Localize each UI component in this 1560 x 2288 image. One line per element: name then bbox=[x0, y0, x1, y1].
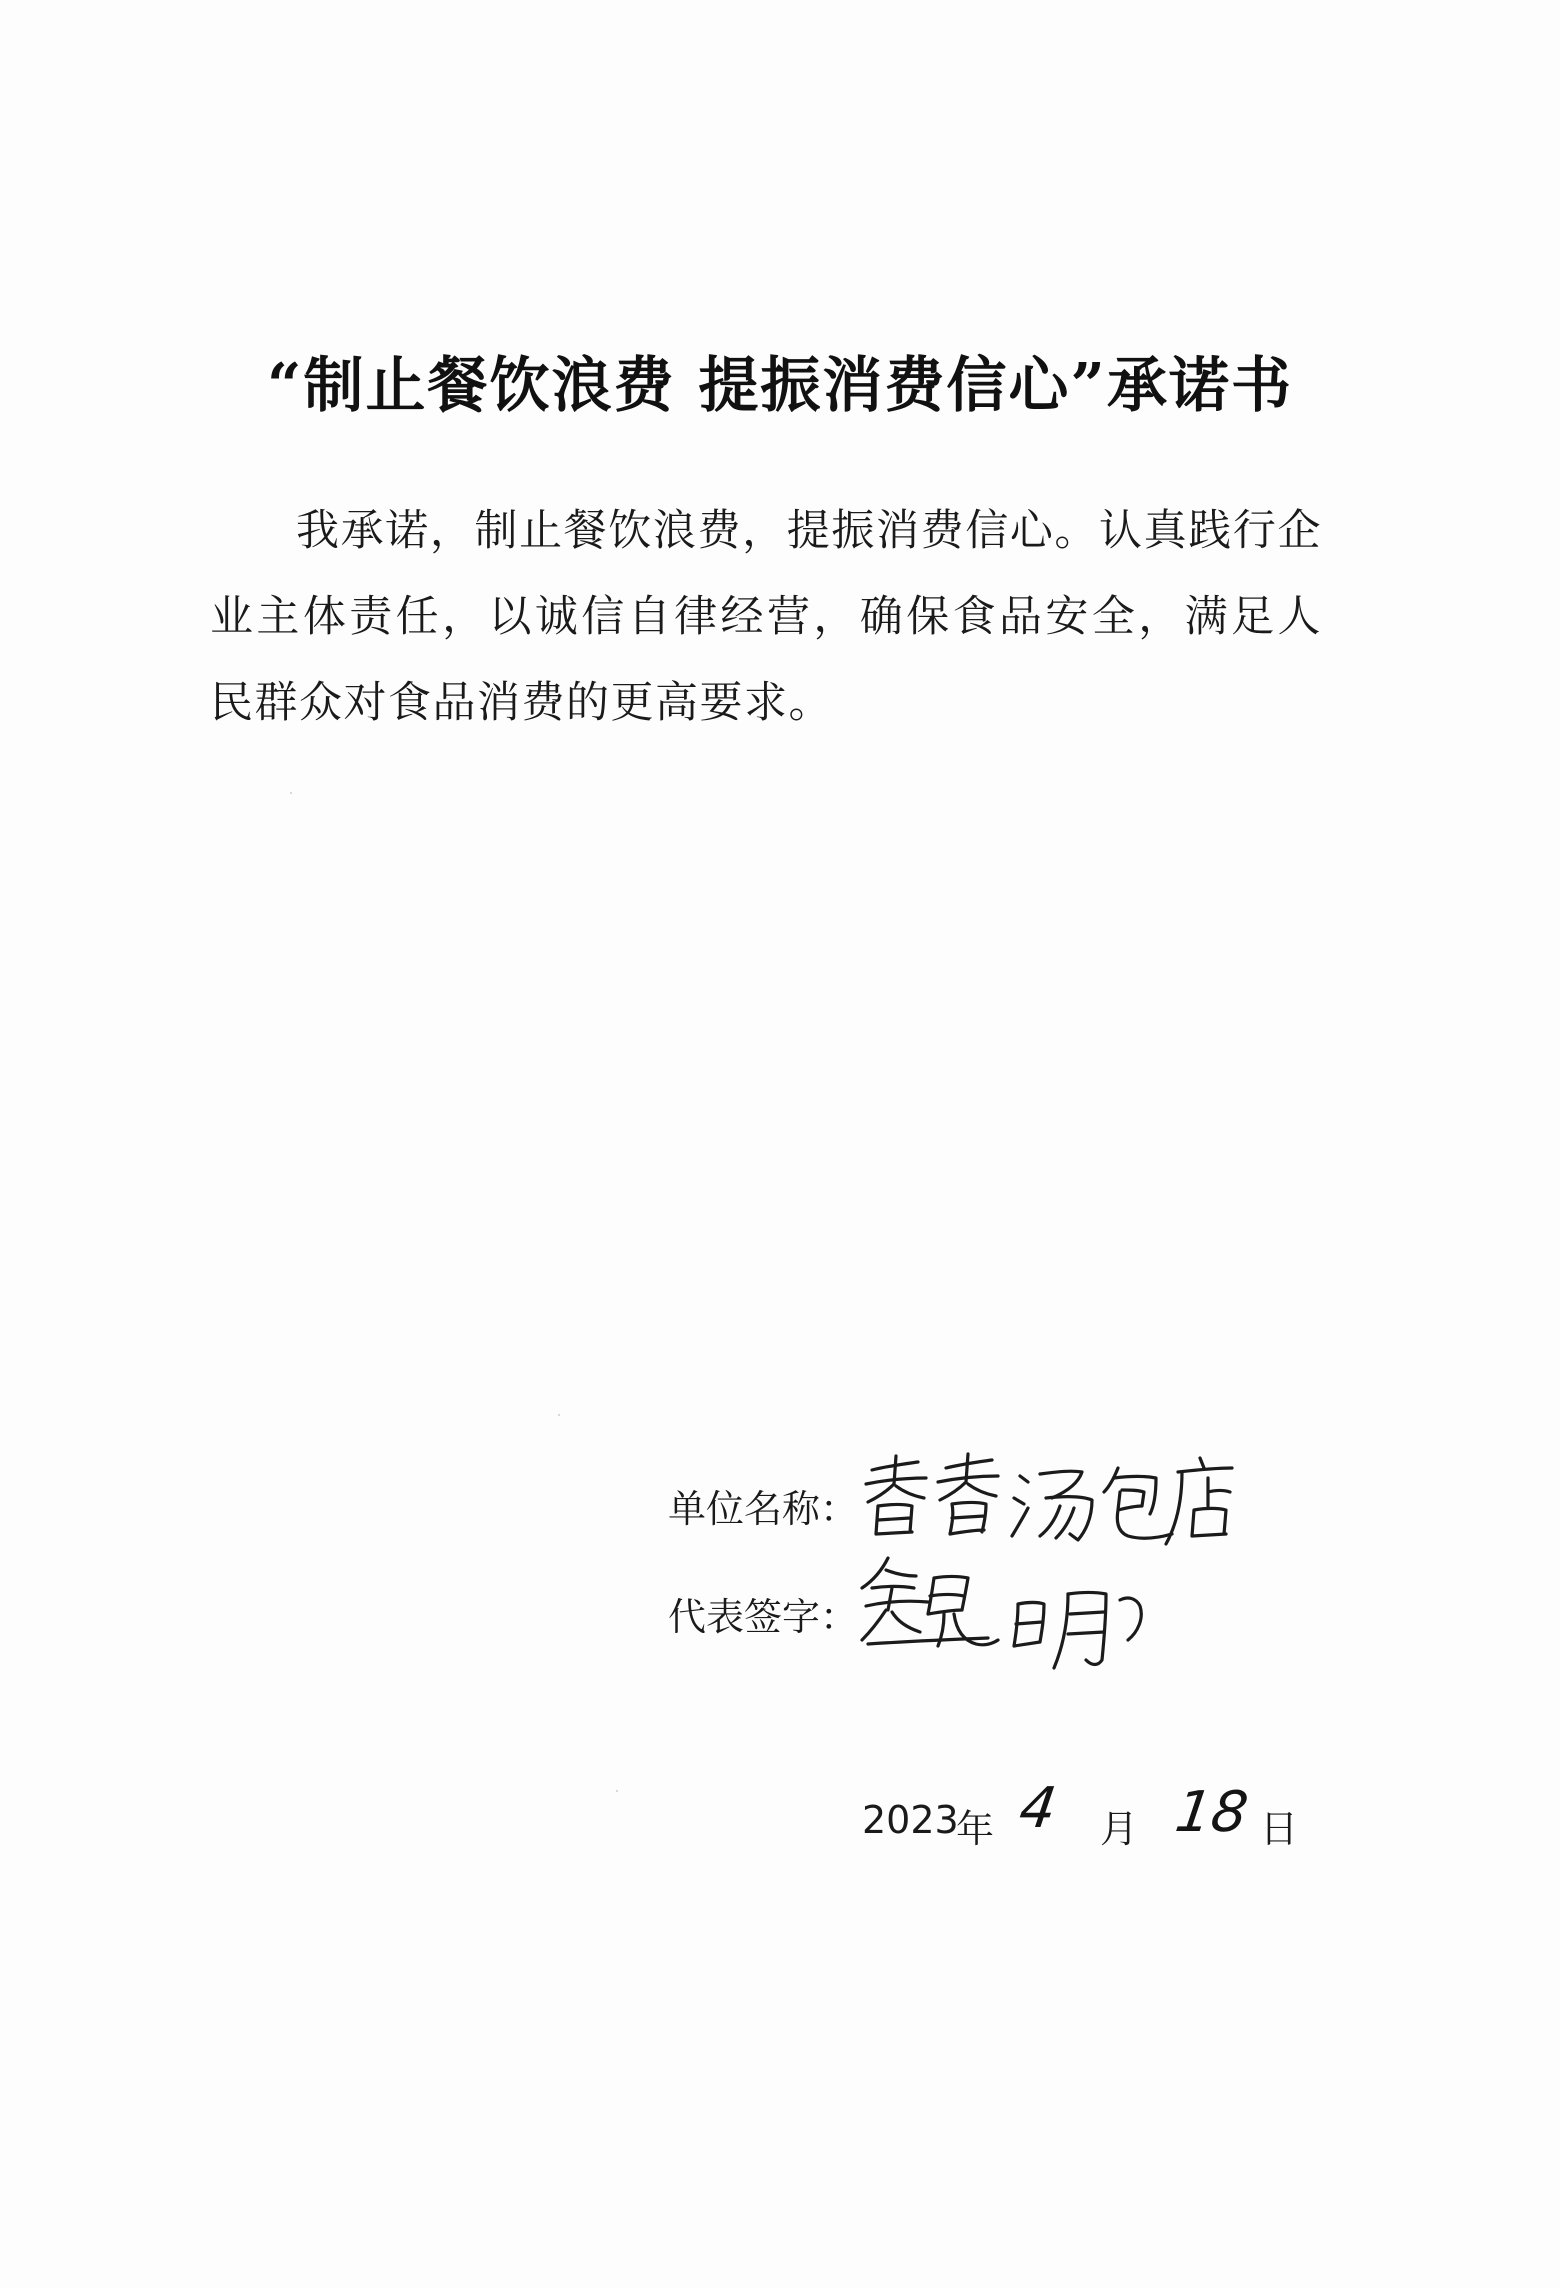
document-title: “制止餐饮浪费 提振消费信心”承诺书 bbox=[267, 351, 1293, 421]
date-line bbox=[862, 1776, 1382, 1870]
date-month-suffix: 月 bbox=[1100, 1807, 1139, 1851]
date-month-handwritten: 4 bbox=[1015, 1776, 1061, 1841]
date-day-handwritten: 18 bbox=[1171, 1780, 1252, 1845]
date-year: 2023 bbox=[862, 1798, 959, 1842]
representative-label: 代表签字： bbox=[668, 1595, 859, 1639]
unit-name-row bbox=[668, 1478, 858, 1533]
scan-speck bbox=[616, 1790, 618, 1792]
unit-handwritten-signature bbox=[860, 1448, 1240, 1558]
scan-speck bbox=[558, 1414, 560, 1416]
pledge-body: 我承诺，制止餐饮浪费，提振消费信心。认真践行企业主体责任，以诚信自律经营，确保食品安全，满足人民群众对食品消费的更高要求。 bbox=[210, 506, 1322, 728]
scan-speck bbox=[290, 792, 292, 794]
representative-row bbox=[668, 1586, 858, 1641]
unit-name-label: 单位名称： bbox=[668, 1487, 859, 1531]
date-year-suffix: 年 bbox=[956, 1807, 995, 1851]
date-day-suffix: 日 bbox=[1260, 1807, 1299, 1851]
representative-handwritten-signature bbox=[858, 1548, 1148, 1678]
